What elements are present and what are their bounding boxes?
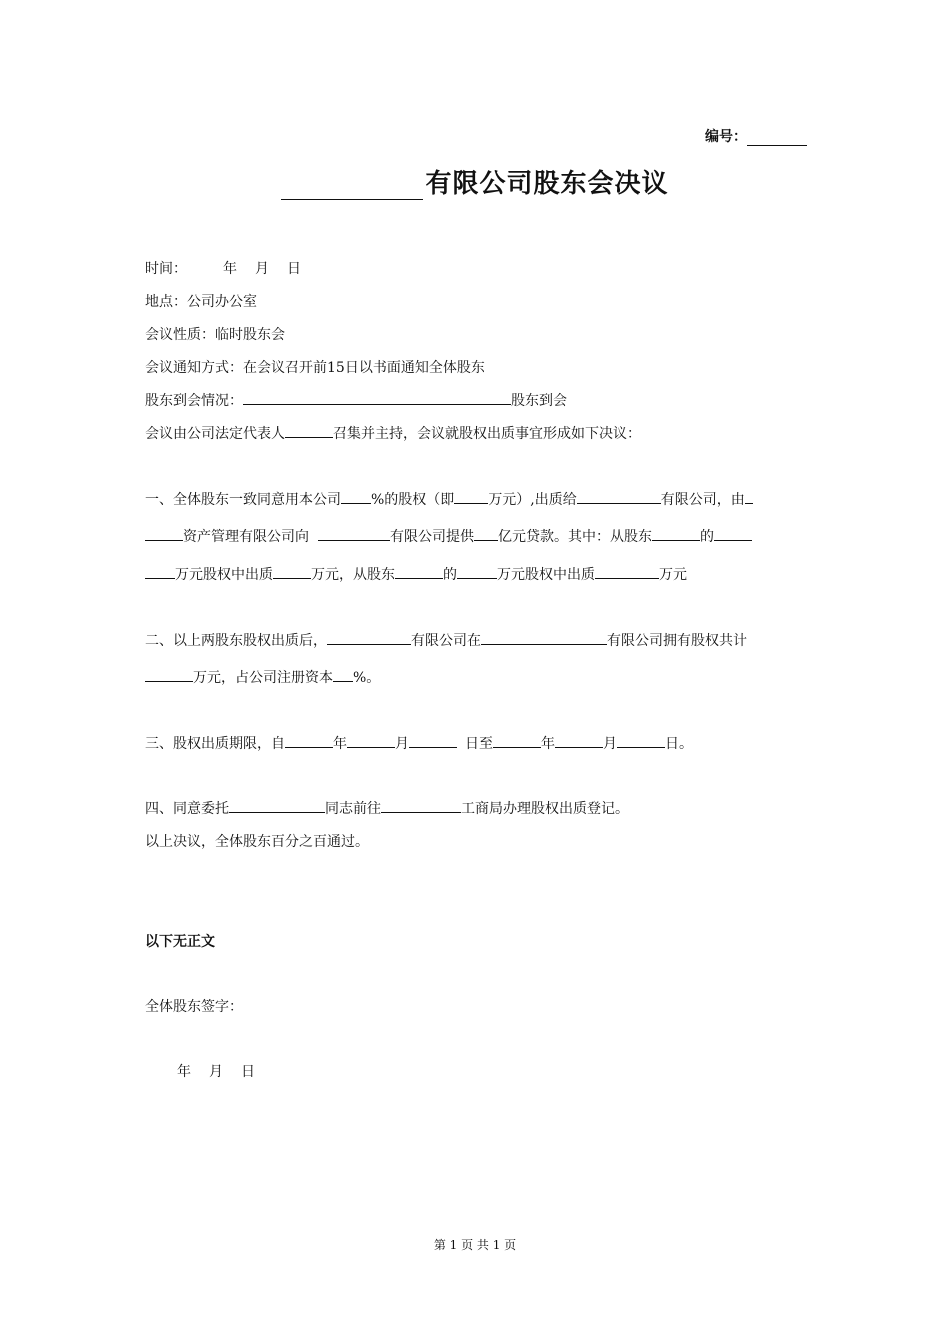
item2-t4: 万元，占公司注册资本 [193, 670, 333, 686]
item2-line2 [145, 667, 807, 687]
item1-t13: 万元 [659, 567, 687, 583]
attendance-label: 股东到会情况： [145, 393, 243, 409]
attendance-suffix: 股东到会 [511, 393, 567, 409]
document-number [705, 126, 807, 146]
item3-t5: 年 [541, 736, 555, 752]
item2-t5: %。 [353, 670, 381, 686]
item1-line2 [145, 526, 807, 546]
item1-line3 [145, 564, 807, 584]
sign-date-day: 日 [241, 1064, 255, 1080]
time-day: 日 [287, 261, 301, 277]
item1-t5: 资产管理有限公司向 [183, 529, 309, 545]
meeting-nature: 会议性质：临时股东会 [145, 327, 285, 343]
item1-t4: 有限公司，由 [660, 492, 745, 508]
item4 [145, 798, 807, 818]
sign-date-month: 月 [209, 1064, 223, 1080]
signature-label: 全体股东签字： [145, 999, 243, 1015]
meeting-time [145, 258, 807, 278]
chair-suffix: 召集并主持，会议就股权出质事宜形成如下决议： [333, 426, 641, 442]
sign-date-year: 年 [177, 1064, 191, 1080]
title-text: 有限公司股东会决议 [425, 169, 669, 199]
document-number-label: 编号： [705, 129, 747, 145]
item1-t8: 的 [700, 529, 714, 545]
item4-t2: 同志前往 [325, 801, 381, 817]
item1-t1: 一、全体股东一致同意用本公司 [145, 492, 341, 508]
item3-t1: 三、股权出质期限，自 [145, 736, 285, 752]
item4-t1: 四、同意委托 [145, 801, 229, 817]
time-year: 年 [223, 261, 237, 277]
item1-t11: 的 [443, 567, 457, 583]
sign-date [177, 1061, 839, 1081]
page-footer: 第 1 页 共 1 页 [433, 1238, 517, 1252]
item3-t2: 年 [333, 736, 347, 752]
item3-t3: 月 [395, 736, 409, 752]
time-label: 时间： [145, 261, 187, 277]
item1-t3: 万元）,出质给 [488, 492, 577, 508]
meeting-place: 地点：公司办公室 [145, 294, 257, 310]
item2-t3: 有限公司拥有股权共计 [607, 633, 747, 649]
item1-t10: 万元，从股东 [311, 567, 395, 583]
item1-t6: 有限公司提供 [390, 529, 474, 545]
item3-t6: 月 [603, 736, 617, 752]
time-month: 月 [255, 261, 269, 277]
attendance [145, 390, 807, 410]
item3 [145, 733, 807, 753]
chair-prefix: 会议由公司法定代表人 [145, 426, 285, 442]
passed-statement: 以上决议，全体股东百分之百通过。 [145, 834, 369, 850]
item2-line1 [145, 630, 807, 650]
item3-t7: 日。 [665, 736, 693, 752]
chair-statement [145, 423, 807, 443]
item1-t7: 亿元贷款。其中：从股东 [498, 529, 652, 545]
item1-line1 [145, 489, 807, 509]
item1-t9: 万元股权中出质 [175, 567, 273, 583]
item4-t3: 工商局办理股权出质登记。 [461, 801, 629, 817]
item1-t2: %的股权（即 [371, 492, 455, 508]
end-note: 以下无正文 [145, 934, 215, 950]
item2-t1: 二、以上两股东股权出质后， [145, 633, 327, 649]
item1-t12: 万元股权中出质 [497, 567, 595, 583]
item2-t2: 有限公司在 [411, 633, 481, 649]
page-title [0, 163, 950, 200]
item3-t4: 日至 [465, 736, 493, 752]
document-number-blank [747, 132, 807, 146]
meeting-notice: 会议通知方式：在会议召开前15日以书面通知全体股东 [145, 360, 485, 376]
company-name-blank [281, 173, 423, 200]
